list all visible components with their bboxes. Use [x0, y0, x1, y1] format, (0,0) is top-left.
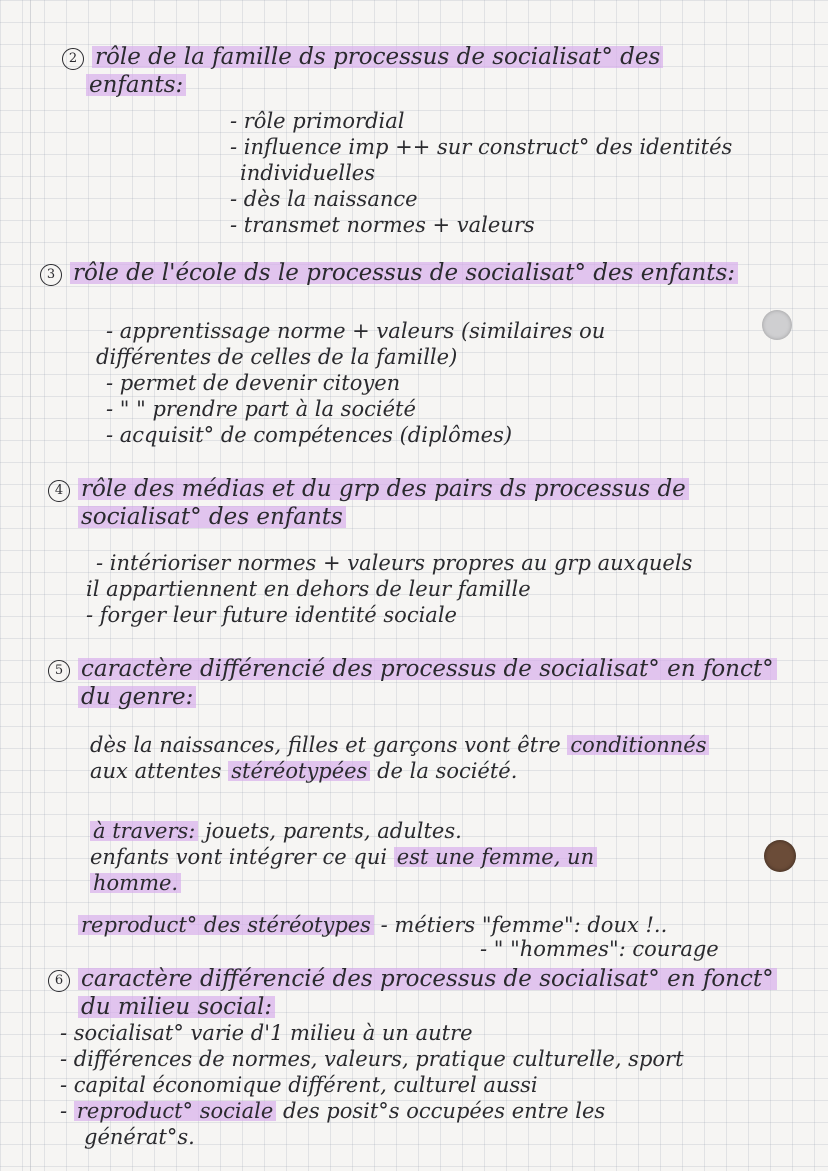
section-3-heading: 3 rôle de l'école ds le processus de socialisat° des enfants: [40, 260, 738, 286]
list-item: individuelles [240, 161, 376, 185]
section-number: 2 [62, 48, 84, 70]
list-item: - permet de devenir citoyen [106, 371, 401, 395]
section-4-heading: 4 rôle des médias et du grp des pairs ds processus de [48, 476, 689, 502]
paragraph-line: à travers: jouets, parents, adultes. [90, 818, 462, 844]
paragraph-line: dès la naissances, filles et garçons vont être conditionnés [90, 732, 709, 758]
section-2-heading-cont: enfants: [86, 72, 186, 98]
list-item: - reproduct° sociale des posit°s occupées entre les [60, 1099, 606, 1123]
list-item: il appartiennent en dehors de leur famille [86, 577, 531, 601]
list-item: - socialisat° varie d'1 milieu à un autre [60, 1021, 473, 1045]
paragraph-line: enfants vont intégrer ce qui est une femme, un [90, 844, 597, 870]
list-item: - rôle primordial [230, 109, 405, 133]
list-item: - forger leur future identité sociale [86, 603, 457, 627]
paragraph-line: aux attentes stéréotypées de la société. [90, 759, 518, 783]
list-item: - différences de normes, valeurs, pratique culturelle, sport [60, 1047, 684, 1071]
list-item: générat°s. [84, 1125, 195, 1149]
margin-line [30, 0, 31, 1171]
paragraph-line: reproduct° des stéréotypes - métiers "femme": doux !.. [78, 912, 667, 938]
binder-hole [762, 310, 792, 340]
paragraph-line: homme. [90, 870, 181, 896]
section-5-heading-cont: du genre: [78, 684, 196, 710]
section-number: 3 [40, 264, 62, 286]
section-6-heading: 6 caractère différencié des processus de socialisat° en fonct° [48, 966, 777, 992]
paragraph-line: - " "hommes": courage [480, 937, 719, 961]
list-item: - acquisit° de compétences (diplômes) [106, 423, 513, 447]
list-item: - transmet normes + valeurs [230, 213, 535, 237]
list-item: - apprentissage norme + valeurs (similaires ou [106, 319, 606, 343]
section-number: 6 [48, 970, 70, 992]
section-number: 5 [48, 660, 70, 682]
section-4-heading-cont: socialisat° des enfants [78, 504, 346, 530]
list-item: - influence imp ++ sur construct° des identités [230, 135, 733, 159]
list-item: - " " prendre part à la société [106, 397, 416, 421]
list-item: différentes de celles de la famille) [96, 345, 458, 369]
binder-hole [764, 840, 796, 872]
section-5-heading: 5 caractère différencié des processus de socialisat° en fonct° [48, 656, 777, 682]
list-item: - dès la naissance [230, 187, 418, 211]
list-item: - capital économique différent, culturel aussi [60, 1073, 538, 1097]
section-2-heading: 2 rôle de la famille ds processus de socialisat° des [62, 44, 663, 70]
list-item: - intérioriser normes + valeurs propres au grp auxquels [96, 551, 693, 575]
section-6-heading-cont: du milieu social: [78, 994, 275, 1020]
section-number: 4 [48, 480, 70, 502]
